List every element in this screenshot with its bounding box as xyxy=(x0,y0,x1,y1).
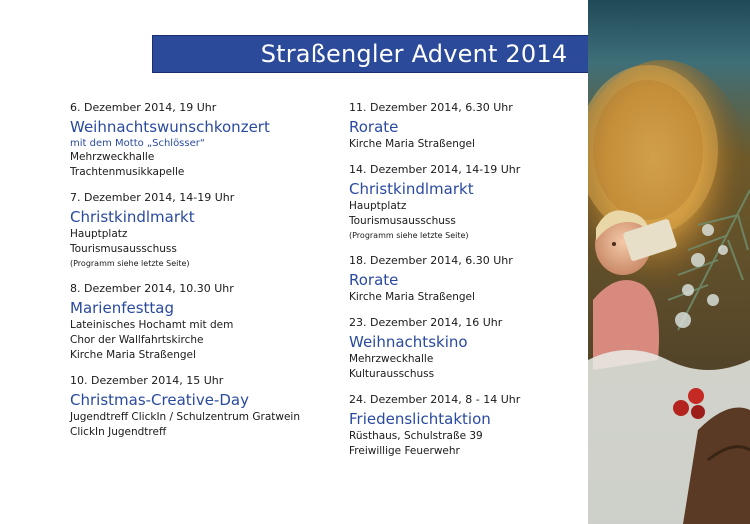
event-item xyxy=(349,163,579,243)
event-date: 7. Dezember 2014, 14-19 Uhr xyxy=(70,191,235,204)
event-location: Rüsthaus, Schulstraße 39 xyxy=(349,430,483,442)
event-location: Kirche Maria Straßengel xyxy=(70,349,196,361)
event-organizer: Freiwillige Feuerwehr xyxy=(349,445,460,457)
event-organizer: ClickIn Jugendtreff xyxy=(70,426,167,438)
event-title: Marienfesttag xyxy=(70,299,175,317)
event-location: Jugendtreff ClickIn / Schulzentrum Gratwein xyxy=(70,411,300,423)
page-title: Straßengler Advent 2014 xyxy=(152,35,676,73)
event-date: 18. Dezember 2014, 6.30 Uhr xyxy=(349,254,513,267)
event-item xyxy=(349,254,579,305)
event-date: 24. Dezember 2014, 8 - 14 Uhr xyxy=(349,393,521,406)
event-organizer: Kulturausschuss xyxy=(349,368,435,380)
event-location: Mehrzweckhalle xyxy=(70,151,155,163)
event-note: (Programm siehe letzte Seite) xyxy=(70,259,190,268)
event-location: Hauptplatz xyxy=(349,200,407,212)
event-date: 10. Dezember 2014, 15 Uhr xyxy=(70,374,224,387)
event-location: Kirche Maria Straßengel xyxy=(349,138,475,150)
event-date: 6. Dezember 2014, 19 Uhr xyxy=(70,101,217,114)
event-item xyxy=(70,101,335,180)
event-note: (Programm siehe letzte Seite) xyxy=(349,231,469,240)
event-description: Chor der Wallfahrtskirche xyxy=(70,334,204,346)
event-date: 11. Dezember 2014, 6.30 Uhr xyxy=(349,101,513,114)
event-title: Weihnachtskino xyxy=(349,333,468,351)
events-column-left xyxy=(70,101,335,451)
event-date: 14. Dezember 2014, 14-19 Uhr xyxy=(349,163,521,176)
event-location: Hauptplatz xyxy=(70,228,128,240)
event-item xyxy=(349,393,579,459)
event-title: Rorate xyxy=(349,118,399,136)
event-title: Friedenslichtaktion xyxy=(349,410,491,428)
event-organizer: Tourismusausschuss xyxy=(349,215,456,227)
event-title: Rorate xyxy=(349,271,399,289)
event-item xyxy=(349,101,579,152)
event-item xyxy=(70,191,335,271)
event-date: 23. Dezember 2014, 16 Uhr xyxy=(349,316,503,329)
event-title: Christmas-Creative-Day xyxy=(70,391,249,409)
event-description: Lateinisches Hochamt mit dem xyxy=(70,319,234,331)
event-title: Christkindlmarkt xyxy=(349,180,474,198)
event-location: Mehrzweckhalle xyxy=(349,353,434,365)
event-subtitle: mit dem Motto „Schlösser“ xyxy=(70,138,206,149)
event-item xyxy=(349,316,579,382)
event-date: 8. Dezember 2014, 10.30 Uhr xyxy=(70,282,234,295)
event-title: Christkindlmarkt xyxy=(70,208,195,226)
event-organizer: Trachtenmusikkapelle xyxy=(70,166,185,178)
event-item xyxy=(70,282,335,363)
event-item xyxy=(70,374,335,440)
event-title: Weihnachtswunschkonzert xyxy=(70,118,270,136)
event-organizer: Tourismusausschuss xyxy=(70,243,177,255)
events-column-right xyxy=(349,101,579,470)
event-location: Kirche Maria Straßengel xyxy=(349,291,475,303)
angel-photo xyxy=(588,0,750,524)
